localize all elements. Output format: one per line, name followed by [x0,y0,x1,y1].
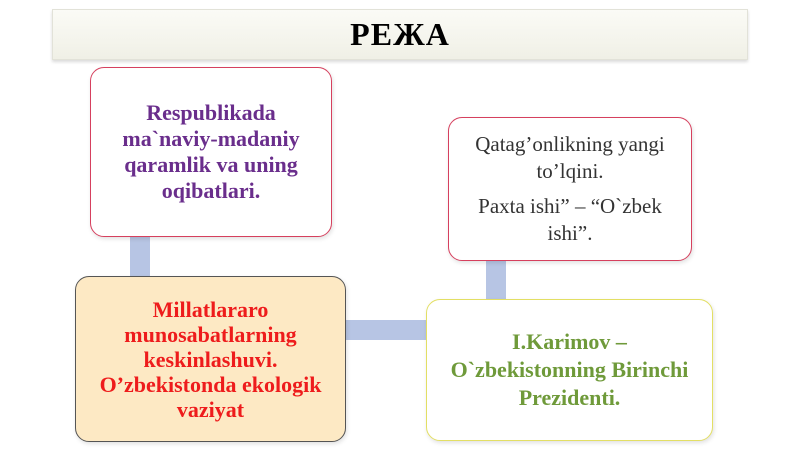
topic-text: Millatlararo munosabatlarning keskinlashuvi. O’zbekistonda ekologik vaziyat [99,296,322,422]
page-title: РЕЖА [350,16,450,52]
topic-box-first-president [426,299,713,441]
topic-text: Respublikada ma`naviy-madaniy qaramlik va uning oqibatlari. [122,100,300,203]
topic-text-line-1: Qatag’onlikning yangi to’lqini. [475,132,665,183]
topic-box-interethnic-relations [75,276,346,442]
topic-text: I.Karimov – O`zbekistonning Birinchi Prezidenti. [450,329,689,410]
topic-box-repression-wave [448,117,692,261]
topic-text-line-2: Paxta ishi” – “O`zbek ishi”. [478,194,662,245]
topic-box-spiritual-dependency [90,67,332,237]
